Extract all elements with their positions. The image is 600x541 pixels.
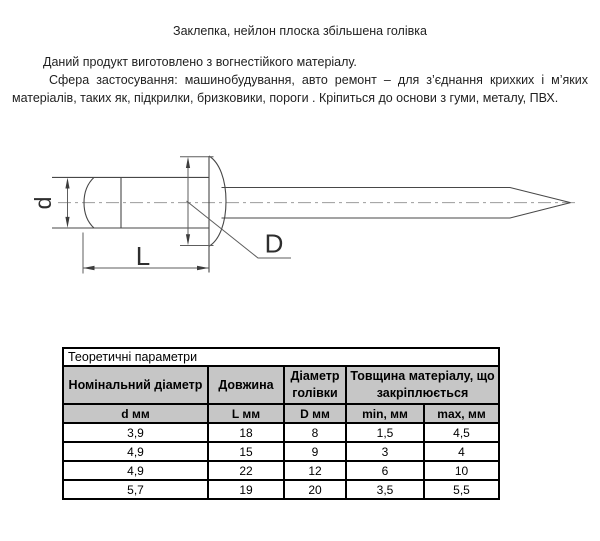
unit-min-mm: min, мм bbox=[346, 404, 424, 423]
col-header-material-thickness: Товщина матеріалу, що закріплюється bbox=[346, 366, 499, 404]
parameters-table bbox=[62, 347, 500, 500]
table-cell: 5,5 bbox=[424, 480, 499, 499]
table-cell: 20 bbox=[284, 480, 346, 499]
page-title: Заклепка, нейлон плоска збільшена голівка bbox=[173, 24, 427, 38]
table-cell: 9 bbox=[284, 442, 346, 461]
arrow-d-down-icon bbox=[65, 217, 69, 228]
arrow-l-left-icon bbox=[83, 266, 95, 270]
intro-paragraph-2-line-1: Сфера застосування: машинобудування, авто ремонт – для з’єднання крихких і м’яких bbox=[49, 73, 588, 87]
table-cell: 15 bbox=[208, 442, 284, 461]
unit-l-mm: L мм bbox=[208, 404, 284, 423]
arrow-d-up-icon bbox=[65, 178, 69, 189]
table-cell: 8 bbox=[284, 423, 346, 442]
table-cell: 3,5 bbox=[346, 480, 424, 499]
intro-paragraph-2-line-2: матеріалів, таких як, підкрилки, бризковики, пороги . Кріпиться до основи з гуми, металу, ПВХ. bbox=[12, 91, 559, 105]
rivet-technical-drawing bbox=[0, 130, 600, 305]
table-cell: 4,5 bbox=[424, 423, 499, 442]
col-header-nominal-diameter: Номінальний діаметр bbox=[63, 366, 208, 404]
table-row bbox=[63, 423, 499, 442]
unit-d-mm: d мм bbox=[63, 404, 208, 423]
rivet-head-dome bbox=[209, 156, 226, 246]
table-row bbox=[63, 461, 499, 480]
dimension-label-big-d: D bbox=[264, 228, 284, 259]
dimension-lines bbox=[68, 157, 292, 274]
table-cell: 10 bbox=[424, 461, 499, 480]
table-cell: 4,9 bbox=[63, 442, 208, 461]
table-cell: 3 bbox=[346, 442, 424, 461]
dimension-label-l: L bbox=[135, 241, 151, 271]
table-header-row bbox=[63, 366, 499, 404]
table-cell: 5,7 bbox=[63, 480, 208, 499]
table-cell: 19 bbox=[208, 480, 284, 499]
unit-max-mm: max, мм bbox=[424, 404, 499, 423]
dimension-label-d: d bbox=[30, 196, 56, 210]
col-header-head-diameter: Діаметр голівки bbox=[284, 366, 346, 404]
unit-big-d-mm: D мм bbox=[284, 404, 346, 423]
table-units-row bbox=[63, 404, 499, 423]
arrow-head-up-icon bbox=[186, 157, 190, 168]
table-cell: 12 bbox=[284, 461, 346, 480]
table-caption: Теоретичні параметри bbox=[63, 348, 499, 366]
table-caption-row bbox=[63, 348, 499, 366]
intro-paragraph-1: Даний продукт виготовлено з вогнестійкого матеріалу. bbox=[43, 55, 357, 69]
table-cell: 3,9 bbox=[63, 423, 208, 442]
table-row bbox=[63, 480, 499, 499]
arrow-l-right-icon bbox=[197, 266, 209, 270]
dimension-labels bbox=[30, 197, 283, 271]
table-cell: 18 bbox=[208, 423, 284, 442]
arrow-head-down-icon bbox=[186, 234, 190, 245]
table-cell: 22 bbox=[208, 461, 284, 480]
table-cell: 6 bbox=[346, 461, 424, 480]
rivet-outline bbox=[52, 156, 571, 273]
table-cell: 4,9 bbox=[63, 461, 208, 480]
table-row bbox=[63, 442, 499, 461]
col-header-length: Довжина bbox=[208, 366, 284, 404]
table-cell: 4 bbox=[424, 442, 499, 461]
table-cell: 1,5 bbox=[346, 423, 424, 442]
